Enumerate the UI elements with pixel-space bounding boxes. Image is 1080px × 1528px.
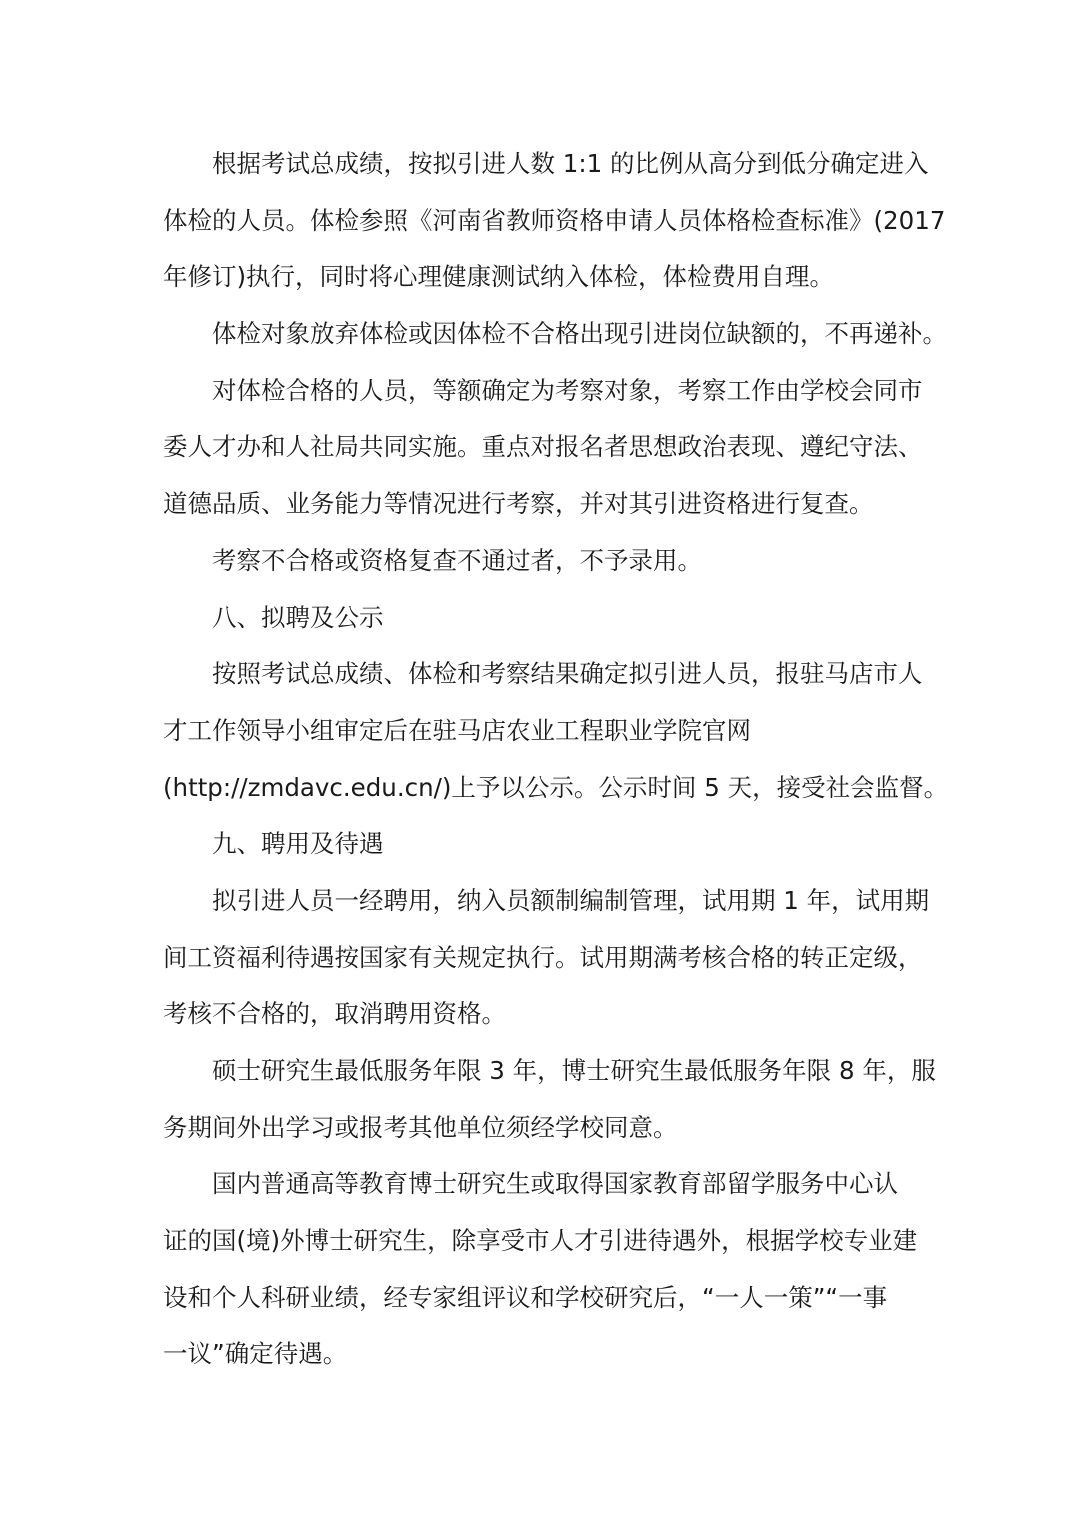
text-line: 对体检合格的人员，等额确定为考察对象，考察工作由学校会同市 [212, 375, 923, 405]
section-heading: 九、聘用及待遇 [212, 829, 384, 859]
text-line: 才工作领导小组审定后在驻马店农业工程职业学院官网 [163, 715, 751, 745]
section-heading: 八、拟聘及公示 [212, 602, 384, 632]
text-line: 委人才办和人社局共同实施。重点对报名者思想政治表现、遵纪守法、 [163, 432, 923, 462]
text-line: 间工资福利待遇按国家有关规定执行。试用期满考核合格的转正定级， [163, 942, 923, 972]
text-line: 一议”确定待遇。 [163, 1339, 348, 1369]
text-line: 年修订)执行，同时将心理健康测试纳入体检，体检费用自理。 [163, 262, 835, 292]
text-line: 拟引进人员一经聘用，纳入员额制编制管理，试用期 1 年，试用期 [212, 885, 930, 915]
text-line: 务期间外出学习或报考其他单位须经学校同意。 [163, 1112, 678, 1142]
text-line: 体检的人员。体检参照《河南省教师资格申请人员体格检查标准》(2017 [163, 205, 946, 235]
text-line: 硕士研究生最低服务年限 3 年，博士研究生最低服务年限 8 年，服 [212, 1056, 936, 1085]
text-line: 根据考试总成绩，按拟引进人数 1:1 的比例从高分到低分确定进入 [212, 149, 929, 178]
text-line: 国内普通高等教育博士研究生或取得国家教育部留学服务中心认 [212, 1169, 898, 1199]
text-line: 体检对象放弃体检或因体检不合格出现引进岗位缺额的，不再递补。 [212, 319, 947, 349]
text-line: 考察不合格或资格复查不通过者，不予录用。 [212, 545, 702, 575]
text-line: 设和个人科研业绩，经专家组评议和学校研究后，“一人一策”“一事 [163, 1282, 888, 1312]
text-line: 考核不合格的，取消聘用资格。 [163, 999, 506, 1029]
text-line: 道德品质、业务能力等情况进行考察，并对其引进资格进行复查。 [163, 489, 874, 519]
document-body [163, 136, 949, 1383]
text-line: 按照考试总成绩、体检和考察结果确定拟引进人员，报驻马店市人 [212, 659, 923, 689]
text-line: (http://zmdavc.edu.cn/)上予以公示。公示时间 5 天，接受社会监督。 [163, 772, 949, 802]
text-line: 证的国(境)外博士研究生，除享受市人才引进待遇外，根据学校专业建 [163, 1226, 918, 1256]
